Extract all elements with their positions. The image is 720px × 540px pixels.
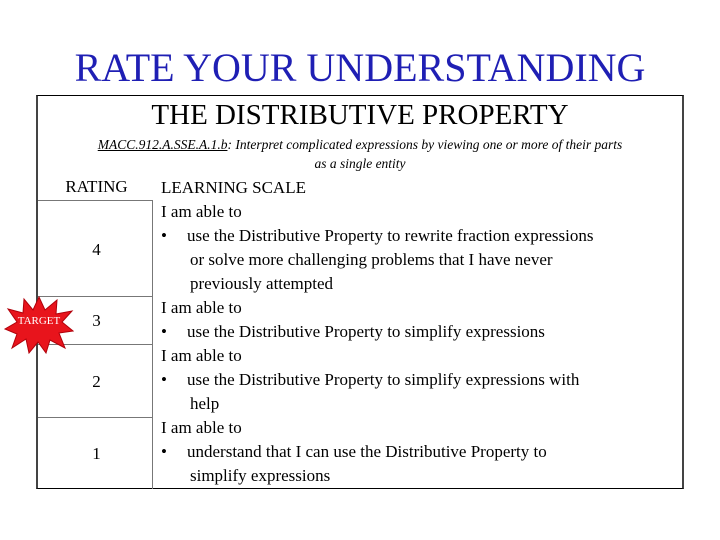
descriptor-bullet: • use the Distributive Property to rewrite fraction expressions (161, 224, 681, 248)
descriptor-continuation: simplify expressions (190, 466, 331, 485)
slide-title: RATE YOUR UNDERSTANDING (74, 45, 646, 90)
bullet-icon: • (161, 226, 167, 245)
standard-code: MACC.912.A.SSE.A.1.b (97, 137, 228, 152)
bullet-icon: • (161, 370, 167, 389)
topic-title: THE DISTRIBUTIVE PROPERTY (151, 99, 569, 131)
scale-header: LEARNING SCALE (161, 178, 306, 197)
descriptor-bullet: • use the Distributive Property to simplify expressions with (161, 368, 681, 392)
standard-text-line2: as a single entity (314, 156, 406, 171)
standard-description (48, 135, 672, 173)
descriptor-lead: I am able to (161, 346, 242, 365)
descriptor-lead: I am able to (161, 418, 242, 437)
target-badge (4, 296, 74, 354)
rating-1: 1 (92, 444, 101, 463)
descriptor-lead: I am able to (161, 202, 242, 221)
rating-2: 2 (92, 372, 101, 391)
descriptor-bullet: • use the Distributive Property to simplify expressions (161, 320, 681, 344)
target-label: TARGET (17, 315, 61, 327)
learning-scale (161, 176, 681, 488)
descriptor-lead: I am able to (161, 298, 242, 317)
descriptor-bullet: • understand that I can use the Distributive Property to (161, 440, 681, 464)
row-divider (38, 417, 153, 418)
bullet-icon: • (161, 442, 167, 461)
row-divider (38, 200, 153, 201)
rating-3: 3 (92, 311, 101, 330)
bullet-icon: • (161, 322, 167, 341)
descriptor-continuation: or solve more challenging problems that I have never (190, 250, 553, 269)
descriptor-continuation: previously attempted (190, 274, 334, 293)
rating-header: RATING (65, 177, 128, 196)
rating-4: 4 (92, 240, 101, 259)
descriptor-continuation: help (190, 394, 220, 413)
standard-text-line1: : Interpret complicated expressions by viewing one or more of their parts (227, 137, 623, 152)
